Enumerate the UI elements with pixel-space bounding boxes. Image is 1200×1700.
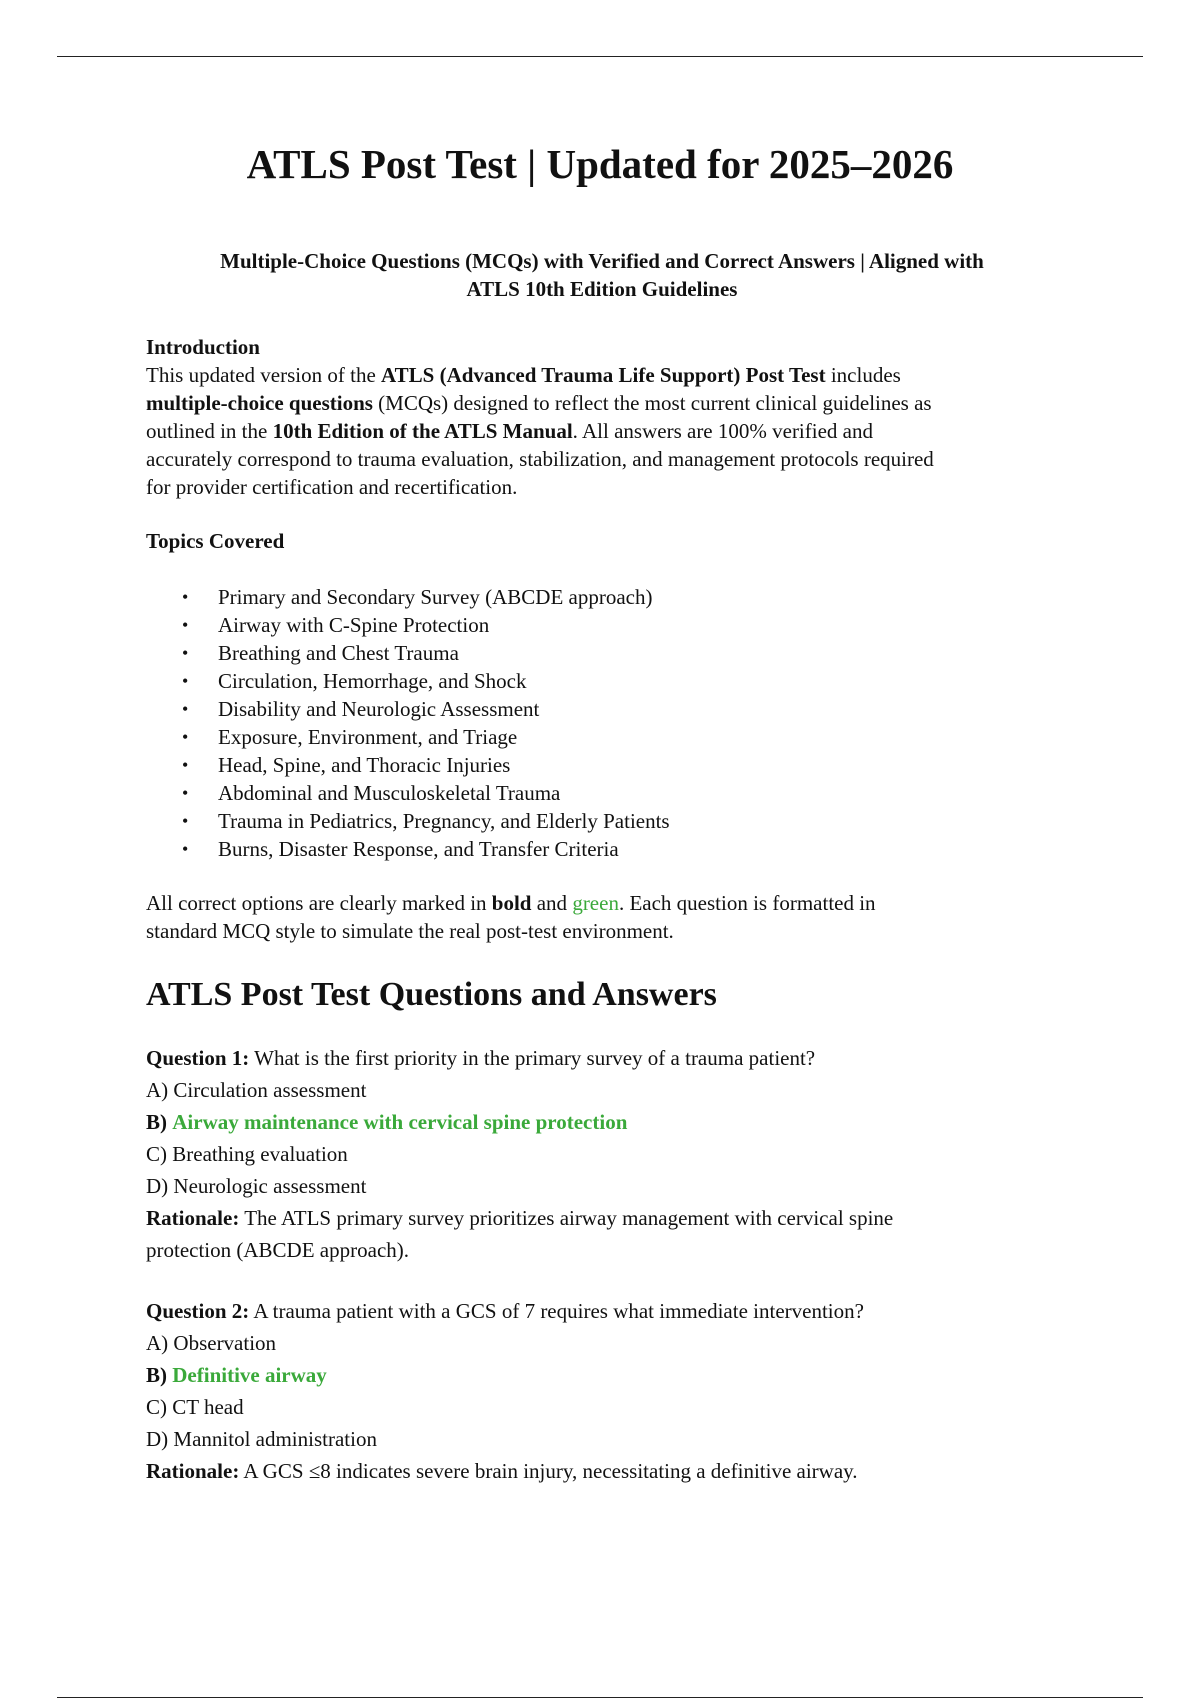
top-rule [57, 56, 1143, 57]
question-1-stem [146, 1042, 1058, 1074]
formatting-note [146, 889, 1058, 945]
intro-bold-text: 10th Edition of the ATLS Manual [272, 419, 573, 443]
question-text: What is the first priority in the primary survey of a trauma patient? [249, 1046, 816, 1070]
note-text: All correct options are clearly marked in [146, 891, 492, 915]
introduction-heading: Introduction [146, 335, 260, 359]
note-line-1 [146, 889, 1058, 917]
question-2-option-c: C) CT head [146, 1395, 244, 1419]
question-1-option-c: C) Breathing evaluation [146, 1142, 348, 1166]
topic-item: • Exposure, Environment, and Triage [146, 723, 670, 751]
note-text: . Each question is formatted in [618, 891, 876, 915]
intro-text: includes [825, 363, 901, 387]
question-label: Question 1: [146, 1046, 250, 1070]
intro-line-4: accurately correspond to trauma evaluation, stabilization, and management protocols required [146, 447, 934, 471]
topic-item: • Trauma in Pediatrics, Pregnancy, and Elderly Patients [146, 807, 670, 835]
question-2-rationale [146, 1455, 1058, 1487]
question-2 [146, 1295, 1058, 1487]
topic-item: • Burns, Disaster Response, and Transfer Criteria [146, 835, 670, 863]
document-title: ATLS Post Test | Updated for 2025–2026 [246, 141, 954, 187]
intro-line-2 [146, 389, 1058, 417]
question-2-option-b-correct [146, 1359, 1058, 1391]
bottom-rule [57, 1697, 1143, 1698]
subtitle-line-1: Multiple-Choice Questions (MCQs) with Verified and Correct Answers | Aligned with [220, 249, 984, 273]
topic-item: • Breathing and Chest Trauma [146, 639, 670, 667]
question-1-rationale-line-1 [146, 1202, 1058, 1234]
question-1-option-b-correct [146, 1106, 1058, 1138]
question-label: Question 2: [146, 1299, 250, 1323]
intro-line-5: for provider certification and recertification. [146, 475, 518, 499]
intro-bold-text: ATLS (Advanced Trauma Life Support) Post Test [381, 363, 826, 387]
rationale-label: Rationale: [146, 1206, 240, 1230]
note-text: and [531, 891, 573, 915]
topic-item: • Primary and Secondary Survey (ABCDE approach) [146, 583, 670, 611]
correct-answer-text: Definitive airway [172, 1363, 327, 1387]
note-line-2: standard MCQ style to simulate the real post-test environment. [146, 919, 674, 943]
rationale-text: A GCS ≤8 indicates severe brain injury, necessitating a definitive airway. [239, 1459, 858, 1483]
topic-item: • Disability and Neurologic Assessment [146, 695, 670, 723]
rationale-text: The ATLS primary survey prioritizes airway management with cervical spine [239, 1206, 894, 1230]
question-text: A trauma patient with a GCS of 7 requires what immediate intervention? [249, 1299, 864, 1323]
topic-item: • Airway with C-Spine Protection [146, 611, 670, 639]
topic-item: • Circulation, Hemorrhage, and Shock [146, 667, 670, 695]
topic-item: • Head, Spine, and Thoracic Injuries [146, 751, 670, 779]
question-2-option-d: D) Mannitol administration [146, 1427, 377, 1451]
correct-answer-text: Airway maintenance with cervical spine protection [172, 1110, 628, 1134]
option-letter: B) [146, 1110, 167, 1134]
intro-text: . All answers are 100% verified and [572, 419, 873, 443]
topic-item: • Abdominal and Musculoskeletal Trauma [146, 779, 670, 807]
intro-line-3 [146, 417, 1058, 445]
note-green-word: green [572, 891, 619, 915]
intro-text: This updated version of the [146, 363, 382, 387]
intro-text: outlined in the [146, 419, 273, 443]
topics-heading: Topics Covered [146, 529, 285, 553]
topics-list [146, 583, 670, 863]
intro-text: (MCQs) designed to reflect the most current clinical guidelines as [372, 391, 932, 415]
question-1-rationale-line-2: protection (ABCDE approach). [146, 1238, 410, 1262]
document-subtitle [146, 247, 1058, 303]
question-2-option-a: A) Observation [146, 1331, 277, 1355]
option-letter: B) [146, 1363, 167, 1387]
note-bold-word: bold [491, 891, 532, 915]
qa-section-heading: ATLS Post Test Questions and Answers [146, 976, 717, 1013]
rationale-label: Rationale: [146, 1459, 240, 1483]
question-1 [146, 1042, 1058, 1266]
intro-bold-text: multiple-choice questions [146, 391, 373, 415]
introduction-paragraph [146, 361, 1058, 501]
question-2-stem [146, 1295, 1058, 1327]
question-1-option-a: A) Circulation assessment [146, 1078, 367, 1102]
intro-line-1 [146, 361, 1058, 389]
question-1-option-d: D) Neurologic assessment [146, 1174, 367, 1198]
subtitle-line-2: ATLS 10th Edition Guidelines [466, 277, 738, 301]
